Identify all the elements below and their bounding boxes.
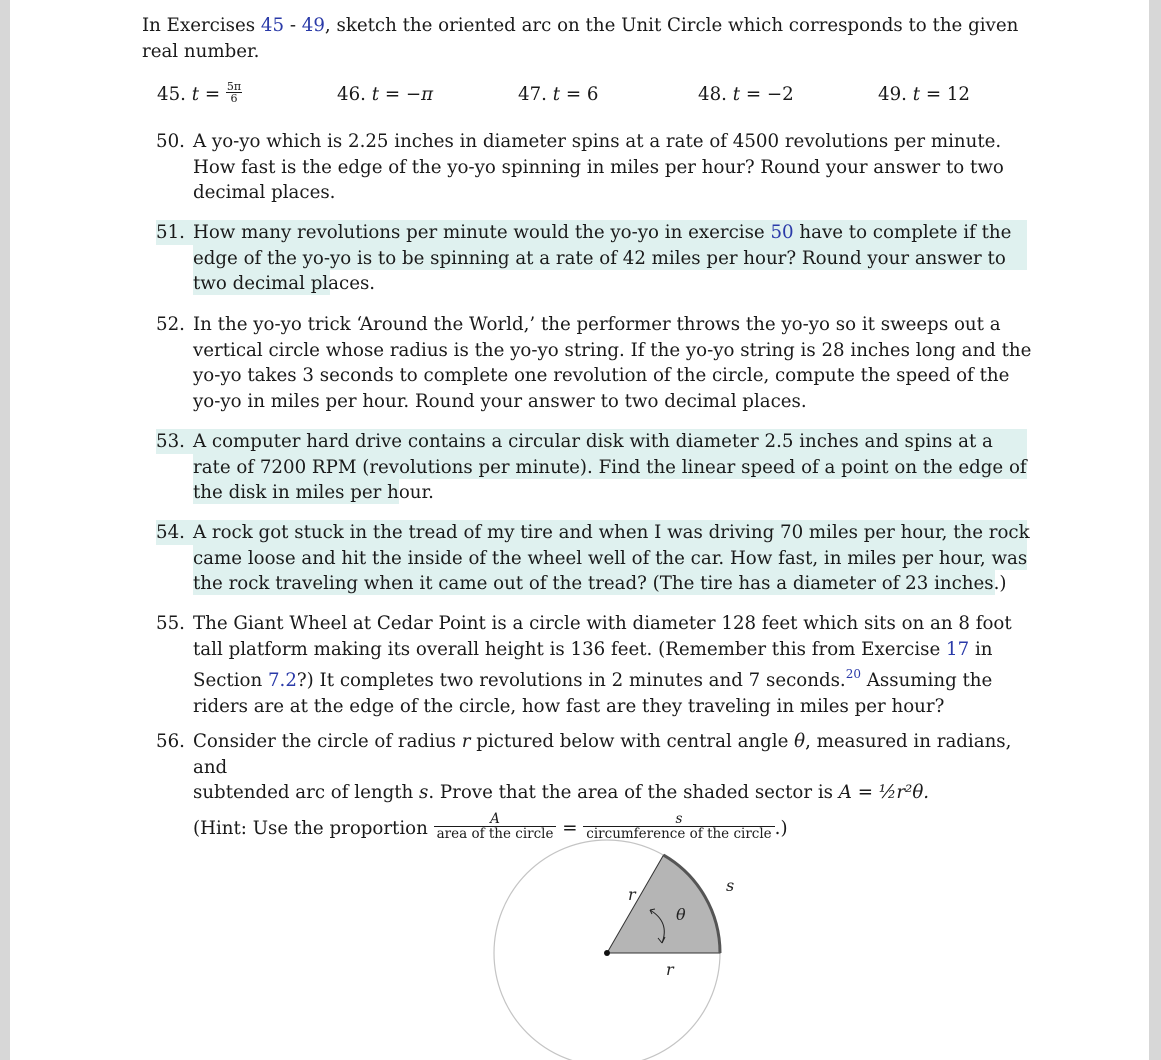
label-r-bottom: r — [666, 960, 674, 979]
viewer-left-edge — [0, 0, 10, 1060]
sector-figure — [480, 830, 750, 1060]
exercise-50: 50. A yo-yo which is 2.25 inches in diameter spins at a rate of 4500 revolutions per minute. How fast is the edge of the yo-yo spinning in miles per hour? Round your answer to two decimal places. — [156, 131, 1004, 203]
link-ex-17[interactable]: 17 — [946, 638, 970, 660]
link-section-7-2[interactable]: 7.2 — [267, 670, 297, 691]
sector-area-formula: A = ½r²θ. — [838, 782, 930, 803]
hint-line: (Hint: Use the proportion $\frac{A}{\text{area of the circle}}$ = $\frac{s}{\text{circumference of the circle}}$ .) — [193, 811, 788, 842]
exercise-48: 48. t = −2 — [698, 84, 794, 105]
exercise-56: 56. Consider the circle of radius r pictured below with central angle θ, measured in radians, and subtended arc of length s. Prove that the area of the shaded sector is A = ½r²θ. (Hint: Use the proportion $\frac{A}{\text{area of the circle}}$ = $\frac{s}{\text{circumference of the circle}}$ .) — [156, 729, 1036, 841]
label-theta: θ — [676, 905, 686, 924]
fraction-5pi-6: $\frac{5\pi}{6}$ — [226, 79, 242, 105]
exercise-49: 49. t = 12 — [878, 84, 971, 105]
link-ex-50[interactable]: 50 — [770, 222, 794, 243]
label-r-top: r — [628, 885, 636, 904]
document-page — [10, 0, 1149, 1060]
link-ex-45[interactable]: 45 — [260, 15, 285, 36]
footnote-20[interactable]: 20 — [845, 667, 861, 681]
hint-fraction-arc: $\frac{s}{\text{circumference of the circle}}$ — [583, 812, 774, 841]
exercise-45: 45. t = $\frac{5\pi}{6}$ — [157, 79, 242, 105]
hint-fraction-area: $\frac{A}{\text{area of the circle}}$ — [434, 812, 557, 841]
exercise-54: 54. A rock got stuck in the tread of my tire and when I was driving 70 miles per hour, the rock came loose and hit the inside of the wheel well of the car. How fast, in miles per hour, was the rock traveling when it came out of the tread? (The tire has a diameter of 23 inches.) — [156, 522, 1030, 594]
short-exercises-row — [10, 79, 1149, 110]
exercise-53: 53. A computer hard drive contains a circular disk with diameter 2.5 inches and spins at a rate of 7200 RPM (revolutions per minute). Find the linear speed of a point on the edge of the disk in miles per hour. — [156, 431, 1027, 503]
exercise-intro: In Exercises 45 - 49, sketch the oriented arc on the Unit Circle which corresponds to the given real number. — [142, 15, 1019, 62]
exercise-47: 47. t = 6 — [518, 84, 599, 105]
exercise-55: 55. The Giant Wheel at Cedar Point is a circle with diameter 128 feet which sits on an 8 foot tall platform making its overall height is 136 feet. (Remember this from Exercise 17 in Section 7.2?) It completes two revolutions in 2 minutes and 7 seconds.$^{20}$ Assuming the riders are at the edge of the circle, how fast are they traveling in miles per hour? — [156, 613, 1012, 717]
exercise-46: 46. t = −π — [337, 84, 434, 105]
label-s: s — [726, 876, 735, 895]
center-point — [604, 950, 610, 956]
viewer-right-edge — [1149, 0, 1161, 1060]
exercise-52: 52. In the yo-yo trick ‘Around the World,’ the performer throws the yo-yo so it sweeps out a vertical circle whose radius is the yo-yo string. If the yo-yo string is 28 inches long and the yo-yo takes 3 seconds to complete one revolution of the circle, compute the speed of the yo-yo in miles per hour. Round your answer to two decimal places. — [156, 314, 1032, 412]
exercise-51: 51. How many revolutions per minute would the yo-yo in exercise 50 have to complete if the edge of the yo-yo is to be spinning at a rate of 42 miles per hour? Round your answer to two decimal places. — [156, 222, 1012, 294]
link-ex-49[interactable]: 49 — [301, 15, 325, 36]
